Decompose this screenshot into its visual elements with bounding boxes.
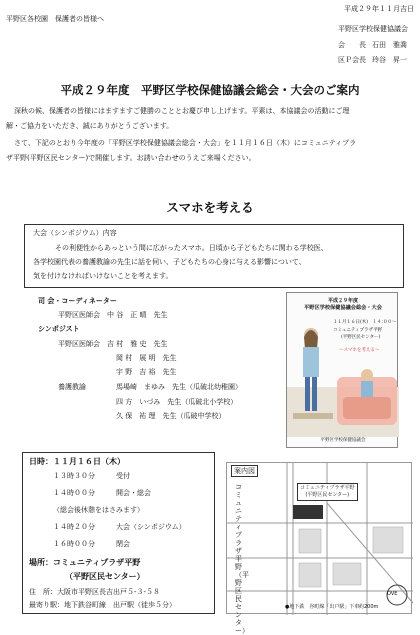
body-line-3: さて、下記のとおり今年度の「平野区学校保健協議会総会・大会」を１１月１６日（木）にコミュニティプラ — [14, 139, 357, 147]
schedule-item: １６時００分 閉会 — [53, 540, 130, 548]
map-badge: OVE — [387, 591, 398, 597]
poster-theme: ～スマホを考える～ — [339, 348, 380, 353]
sender2-role: 区Ｐ会長 — [338, 56, 366, 64]
venue-address: 住 所：大阪市平野区長吉出戸５-３-５８ — [29, 588, 161, 596]
nurse: 馬場崎 まゆみ 先生（瓜破北幼稚園） — [116, 383, 242, 391]
summary-line-2: 各学校園代表の養護教諭の先生に話を伺い、子どもたちの心身に与える影響について、 — [33, 258, 306, 266]
event-date: 日時：１１月１６日（木） — [29, 457, 125, 466]
map-footer-station: ●地下鉄 谷町線「出戸駅」下車 — [285, 604, 360, 610]
moderator: 平野区医師会 中 谷 正 晴 先生 — [58, 311, 168, 319]
schedule-item: （総会後休憩をはさみます） — [53, 506, 144, 514]
access-map — [226, 462, 412, 635]
nurse: 久 保 祐 理 先生（瓜破中学校） — [116, 412, 226, 420]
summary-heading: 大会（シンポジウム）内容 — [33, 229, 117, 237]
poster-date: １１月１６日(木) １４:００～ — [333, 320, 397, 325]
body-line-2: 解・ご協力をいただき、誠にありがとうございます。 — [6, 122, 174, 130]
poster-title-2: 平野区学校保健協議会総会・大会 — [304, 305, 382, 311]
map-footer-distance: 約200m — [359, 604, 379, 610]
schedule-item: １３時３０分 受付 — [53, 472, 130, 480]
summary-box — [24, 224, 404, 288]
sender2-name: 玲谷 昇一 — [372, 56, 407, 64]
nurse-label: 養護教諭 — [58, 383, 86, 391]
poster-title-1: 平成２９年度 — [327, 298, 358, 304]
venue-sub: （平野区民センター） — [65, 572, 145, 581]
schedule-item: １４時００分 開会・総会 — [53, 489, 151, 497]
map-venue-2: (平野区民センター) — [305, 492, 350, 498]
body-line-4: ザ平野(平野区民センター)で開催します。お誘い合わせのうえご来場ください。 — [6, 154, 256, 162]
venue-name: 場所：コミュニティプラザ平野 — [29, 558, 141, 567]
poster-venue-2: (平野区民センター) — [341, 335, 381, 340]
summary-line-3: 気を付けなければいけないことを考えます。 — [33, 272, 173, 280]
map-venue-1: コミュニティプラザ平野 — [300, 485, 355, 491]
map-vertical-label: コミュニティプラザ平野（平野区民センター） — [235, 483, 249, 635]
nearest-station: 最寄り駅：地下鉄谷町線 出戸駅（徒歩５分） — [29, 601, 176, 609]
schedule-item: １４時２０分 大会（シンポジウム） — [53, 523, 186, 531]
map-label: 案内図 — [231, 465, 258, 477]
symposium-subtitle: スマホを考える — [166, 200, 254, 215]
panelist: 岡 村 展 明 先生 — [116, 354, 177, 362]
sender1-role: 会 長 — [338, 41, 366, 49]
panelist: 平野区医師会 吉 村 雅 史 先生 — [58, 340, 168, 348]
event-info-box — [22, 452, 215, 614]
document-title: 平成２９年度 平野区学校保健協議会総会・大会のご案内 — [60, 83, 360, 97]
map-venue-callout — [297, 483, 358, 501]
sender1-name: 石田 雅喬 — [372, 41, 407, 49]
poster-illustration — [287, 317, 399, 437]
body-line-1: 深秋の候、保護者の皆様にはますますご健勝のこととお慶び申し上げます。平素は、本協議会の活動にご理 — [14, 107, 350, 115]
summary-line-1: その利便性からあっという間に広がったスマホ。日頃から子どもたちに関わる学校医、 — [55, 244, 328, 252]
sender-org: 平野区学校保健協議会 — [338, 25, 408, 33]
nurse: 四 方 いづみ 先生（瓜破北小学校） — [116, 398, 238, 406]
panel-label: シンポジスト — [38, 325, 80, 333]
poster-footer: 平野区学校保健協議会 — [320, 438, 366, 443]
panelist: 宇 野 吉 裕 先生 — [116, 368, 177, 376]
event-poster — [286, 292, 398, 448]
moderator-label: 司 会・コーディネーター — [38, 297, 117, 305]
letter-date: 平成２９年１１月吉日 — [344, 5, 414, 13]
poster-venue-1: コミュニティプラザ平野 — [333, 328, 383, 333]
addressee: 平野区各校園 保護者の皆様へ — [6, 15, 104, 23]
